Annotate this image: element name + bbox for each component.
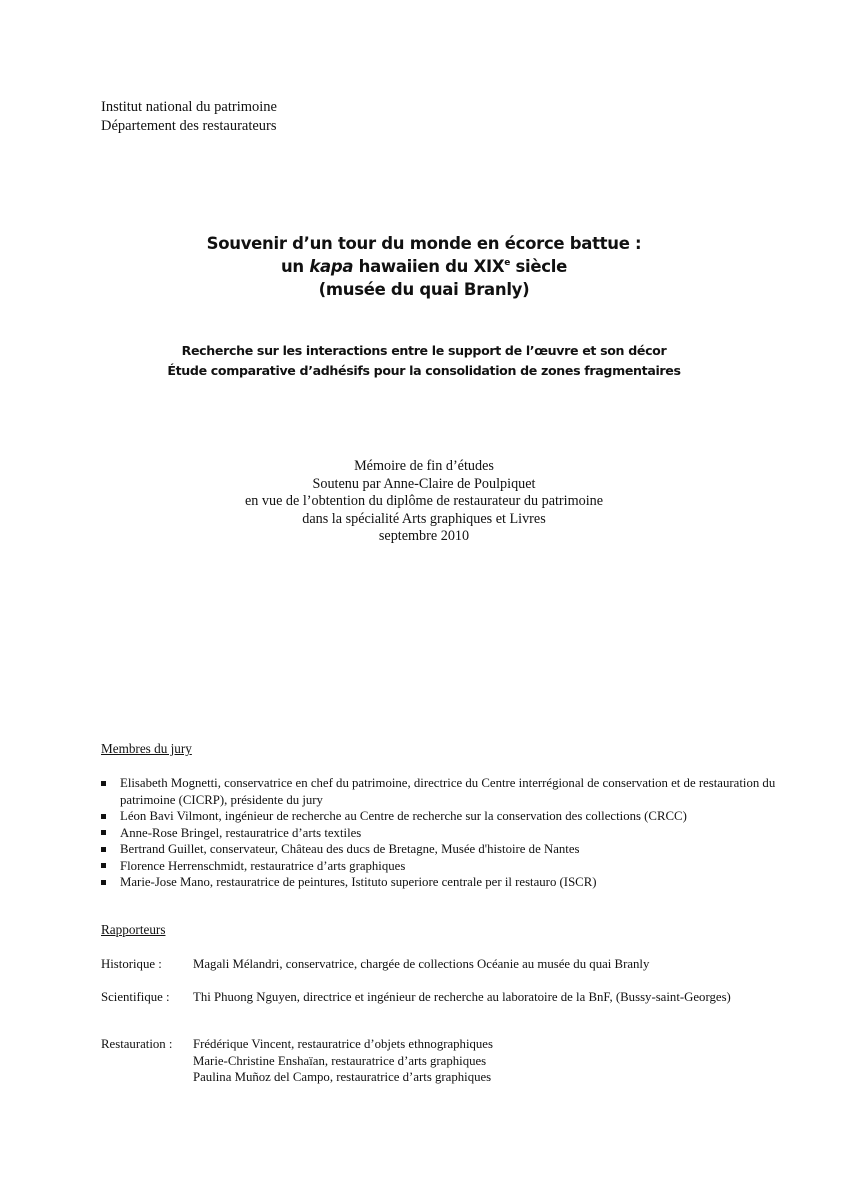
title-line-1: Souvenir d’un tour du monde en écorce battue : (206, 234, 642, 253)
bullet-icon (101, 847, 106, 852)
department-name: Département des restaurateurs (101, 118, 277, 134)
bullet-icon (101, 781, 106, 786)
list-item (101, 825, 781, 842)
jury-list (101, 775, 781, 891)
bullet-icon (101, 814, 106, 819)
rapporteur-name: Paulina Muñoz del Campo, restauratrice d’arts graphiques (193, 1070, 492, 1084)
rapporteur-label: Restauration : (101, 1037, 173, 1051)
memoire-line-3: en vue de l’obtention du diplôme de restaurateur du patrimoine (244, 493, 604, 509)
list-item (101, 775, 781, 808)
subtitle-line-2: Étude comparative d’adhésifs pour la consolidation de zones fragmentaires (167, 363, 681, 378)
title-superscript: e (504, 258, 511, 268)
rapporteur-name: Marie-Christine Enshaïan, restauratrice d’arts graphiques (193, 1053, 487, 1068)
jury-member: Marie-Jose Mano, restauratrice de peintures, Istituto superiore centrale per il restauro (ISCR) (120, 875, 597, 889)
rapporteur-text: Thi Phuong Nguyen, directrice et ingénieur de recherche au laboratoire de la BnF, (Bussy-saint-Georges) (193, 990, 731, 1004)
list-item (101, 874, 781, 891)
bullet-icon (101, 880, 106, 885)
memoire-line-1: Mémoire de fin d’études (354, 458, 494, 474)
subtitle-line-1: Recherche sur les interactions entre le support de l’œuvre et son décor (181, 343, 667, 358)
title-line-2-mid: hawaiien du XIX (353, 257, 505, 276)
jury-member: Anne-Rose Bringel, restauratrice d’arts textiles (120, 825, 362, 840)
jury-member: Elisabeth Mognetti, conservatrice en chef du patrimoine, directrice du Centre interrégional de conservation et de restauration du patrimoine (CICRP), présidente du jury (120, 776, 776, 807)
jury-member: Florence Herrenschmidt, restauratrice d’arts graphiques (120, 858, 406, 873)
rapporteur-label: Scientifique : (101, 990, 170, 1004)
title-line-2-suffix: siècle (510, 257, 568, 276)
institution-header (101, 98, 277, 136)
list-item (101, 858, 781, 875)
title-line-3: (musée du quai Branly) (318, 280, 530, 299)
rapporteur-text: Magali Mélandri, conservatrice, chargée de collections Océanie au musée du quai Branly (193, 957, 650, 971)
memoire-line-2: Soutenu par Anne-Claire de Poulpiquet (312, 475, 536, 492)
memoire-line-4: dans la spécialité Arts graphiques et Livres (302, 510, 546, 527)
bullet-icon (101, 863, 106, 868)
rapporteur-label: Historique : (101, 957, 162, 971)
document-subtitle (0, 341, 848, 381)
bullet-icon (101, 830, 106, 835)
memoire-line-5: septembre 2010 (378, 528, 470, 544)
rapporteurs-heading: Rapporteurs (101, 922, 166, 937)
jury-heading: Membres du jury (101, 741, 192, 756)
list-item (101, 808, 781, 825)
rapporteur-names (193, 1036, 793, 1086)
title-line-2 (0, 255, 848, 278)
rapporteur-name: Frédérique Vincent, restauratrice d’objets ethnographiques (193, 1037, 493, 1051)
list-item (101, 841, 781, 858)
jury-member: Bertrand Guillet, conservateur, Château des ducs de Bretagne, Musée d'histoire de Nantes (120, 842, 580, 856)
document-title (0, 232, 848, 301)
title-italic-word: kapa (309, 257, 354, 276)
jury-member: Léon Bavi Vilmont, ingénieur de recherche au Centre de recherche sur la conservation des collections (CRCC) (120, 809, 687, 823)
institution-name: Institut national du patrimoine (101, 99, 277, 115)
title-line-2-prefix: un (280, 257, 310, 276)
memoire-block (0, 458, 848, 546)
